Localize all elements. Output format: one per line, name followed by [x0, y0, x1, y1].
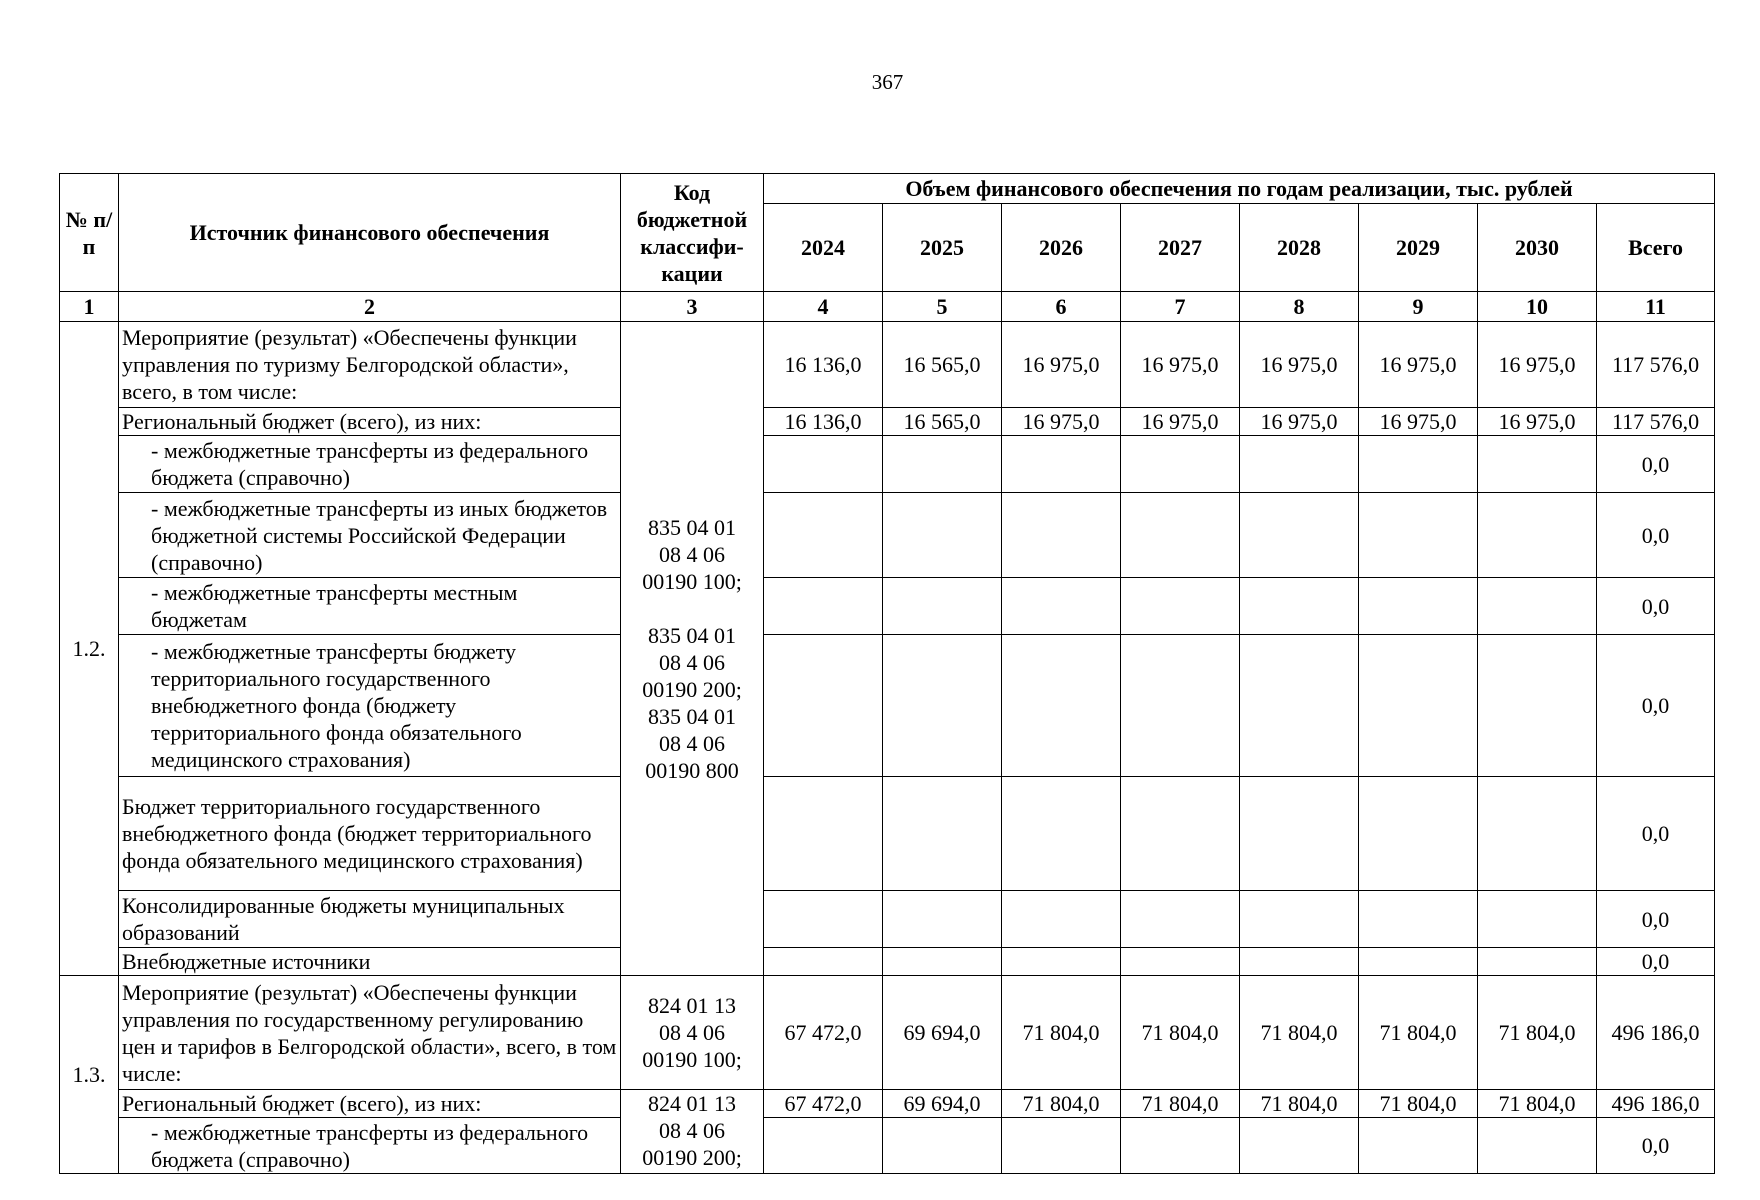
- total-cell: 0,0: [1597, 777, 1715, 891]
- column-number: 2: [119, 292, 621, 322]
- value-cell: 16 975,0: [1478, 408, 1597, 436]
- column-number: 6: [1002, 292, 1121, 322]
- header-year: 2028: [1240, 204, 1359, 292]
- value-cell: 16 975,0: [1359, 322, 1478, 408]
- column-number: 7: [1121, 292, 1240, 322]
- table-row: [60, 777, 1715, 891]
- value-cell: [1002, 635, 1121, 777]
- row-source: - межбюджетные трансферты из федерального бюджета (справочно): [119, 1118, 621, 1174]
- value-cell: 16 975,0: [1478, 322, 1597, 408]
- row-source: - межбюджетные трансферты из федерального бюджета (справочно): [119, 436, 621, 493]
- value-cell: [1240, 948, 1359, 976]
- value-cell: 71 804,0: [1121, 976, 1240, 1090]
- table-row: [60, 976, 1715, 1090]
- value-cell: [764, 1118, 883, 1174]
- total-cell: 0,0: [1597, 436, 1715, 493]
- table-row: [60, 578, 1715, 635]
- value-cell: [1478, 493, 1597, 578]
- total-cell: 0,0: [1597, 948, 1715, 976]
- value-cell: [1240, 777, 1359, 891]
- value-cell: [1240, 493, 1359, 578]
- value-cell: [1359, 578, 1478, 635]
- total-cell: 496 186,0: [1597, 976, 1715, 1090]
- table-row: [60, 1118, 1715, 1174]
- value-cell: [1002, 436, 1121, 493]
- value-cell: 16 975,0: [1240, 408, 1359, 436]
- value-cell: [764, 948, 883, 976]
- value-cell: [764, 635, 883, 777]
- value-cell: [1002, 891, 1121, 948]
- page-number: 367: [871, 70, 904, 94]
- table-row: [60, 322, 1715, 408]
- header-year: 2029: [1359, 204, 1478, 292]
- budget-code-line: 824 01 13: [648, 1091, 736, 1116]
- value-cell: 16 136,0: [764, 408, 883, 436]
- row-number: 1.3.: [60, 976, 119, 1174]
- value-cell: [1002, 578, 1121, 635]
- column-number: 4: [764, 292, 883, 322]
- value-cell: [883, 777, 1002, 891]
- header-row-1: [60, 174, 1715, 204]
- budget-code-line: 08 4 06: [659, 730, 725, 756]
- header-year: 2027: [1121, 204, 1240, 292]
- value-cell: [1121, 578, 1240, 635]
- header-code: Код бюджетной классифи-кации: [621, 174, 764, 292]
- value-cell: [1121, 948, 1240, 976]
- header-year: 2024: [764, 204, 883, 292]
- budget-code-line: 824 01 13: [648, 993, 736, 1018]
- value-cell: [764, 578, 883, 635]
- budget-code-line: 08 4 06: [659, 1020, 725, 1045]
- table-row: [60, 948, 1715, 976]
- value-cell: 69 694,0: [883, 976, 1002, 1090]
- value-cell: [1359, 493, 1478, 578]
- row-source: Внебюджетные источники: [119, 948, 621, 976]
- value-cell: 71 804,0: [1359, 1090, 1478, 1118]
- total-cell: 0,0: [1597, 493, 1715, 578]
- column-number: 9: [1359, 292, 1478, 322]
- row-source: - межбюджетные трансферты из иных бюджетов бюджетной системы Российской Федерации (справочно): [119, 493, 621, 578]
- value-cell: [883, 948, 1002, 976]
- value-cell: [1478, 578, 1597, 635]
- value-cell: 67 472,0: [764, 1090, 883, 1118]
- value-cell: 67 472,0: [764, 976, 883, 1090]
- financing-table: [59, 173, 1715, 1174]
- value-cell: 16 975,0: [1121, 322, 1240, 408]
- column-number: 1: [60, 292, 119, 322]
- table-row: [60, 891, 1715, 948]
- value-cell: [1002, 948, 1121, 976]
- budget-code-line: 00190 100;: [642, 1047, 742, 1072]
- value-cell: 16 975,0: [1002, 408, 1121, 436]
- table-row: [60, 635, 1715, 777]
- value-cell: [1359, 1118, 1478, 1174]
- value-cell: [1121, 493, 1240, 578]
- row-source: Мероприятие (результат) «Обеспечены функции управления по государственному регулированию цен и тарифов в Белгородской области», всего, в том числе:: [119, 976, 621, 1090]
- value-cell: 16 136,0: [764, 322, 883, 408]
- row-source: - межбюджетные трансферты местным бюджетам: [119, 578, 621, 635]
- budget-code-line: 835 04 01: [648, 703, 736, 729]
- row-source: Бюджет территориального государственного внебюджетного фонда (бюджет территориального фонда обязательного медицинского страхования): [119, 777, 621, 891]
- value-cell: 71 804,0: [1240, 976, 1359, 1090]
- value-cell: [883, 635, 1002, 777]
- value-cell: 71 804,0: [1002, 1090, 1121, 1118]
- total-cell: 117 576,0: [1597, 408, 1715, 436]
- value-cell: [883, 436, 1002, 493]
- budget-code-line: 00190 100;: [642, 568, 742, 594]
- value-cell: 71 804,0: [1121, 1090, 1240, 1118]
- column-number: 10: [1478, 292, 1597, 322]
- value-cell: [1359, 777, 1478, 891]
- value-cell: [1359, 948, 1478, 976]
- header-num: № п/п: [60, 174, 119, 292]
- value-cell: 16 975,0: [1359, 408, 1478, 436]
- value-cell: 16 975,0: [1240, 322, 1359, 408]
- header-total: Всего: [1597, 204, 1715, 292]
- value-cell: [1121, 436, 1240, 493]
- value-cell: 16 565,0: [883, 322, 1002, 408]
- budget-code-line: 835 04 01: [648, 514, 736, 540]
- table-row: [60, 493, 1715, 578]
- value-cell: 71 804,0: [1478, 1090, 1597, 1118]
- row-source: - межбюджетные трансферты бюджету территориального государственного внебюджетного фонда (бюджету территориального фонда обязательного медицинского страхования): [119, 635, 621, 777]
- header-year: 2030: [1478, 204, 1597, 292]
- value-cell: [764, 436, 883, 493]
- value-cell: 16 975,0: [1121, 408, 1240, 436]
- row-number: 1.2.: [60, 322, 119, 976]
- budget-code-line: 00190 800: [645, 757, 739, 783]
- budget-code-line: 08 4 06: [659, 541, 725, 567]
- row-source: Мероприятие (результат) «Обеспечены функции управления по туризму Белгородской области», всего, в том числе:: [119, 322, 621, 408]
- value-cell: [1002, 1118, 1121, 1174]
- value-cell: [1240, 891, 1359, 948]
- budget-code-cell: [621, 1090, 764, 1174]
- value-cell: [1478, 436, 1597, 493]
- value-cell: 16 975,0: [1002, 322, 1121, 408]
- budget-code-cell: [621, 976, 764, 1090]
- column-number: 8: [1240, 292, 1359, 322]
- row-source: Региональный бюджет (всего), из них:: [119, 1090, 621, 1118]
- budget-code-line: 08 4 06: [659, 1118, 725, 1143]
- value-cell: [1359, 635, 1478, 777]
- value-cell: [1478, 891, 1597, 948]
- value-cell: 71 804,0: [1359, 976, 1478, 1090]
- value-cell: [764, 493, 883, 578]
- value-cell: [1240, 635, 1359, 777]
- value-cell: [1240, 436, 1359, 493]
- value-cell: [1002, 493, 1121, 578]
- row-source: Консолидированные бюджеты муниципальных образований: [119, 891, 621, 948]
- total-cell: 0,0: [1597, 1118, 1715, 1174]
- header-volume: Объем финансового обеспечения по годам реализации, тыс. рублей: [764, 174, 1715, 204]
- value-cell: [1359, 436, 1478, 493]
- value-cell: [1121, 1118, 1240, 1174]
- budget-code-line: 00190 200;: [642, 1145, 742, 1170]
- header-source: Источник финансового обеспечения: [119, 174, 621, 292]
- budget-code-line: 835 04 01: [648, 622, 736, 648]
- column-number: 11: [1597, 292, 1715, 322]
- total-cell: 117 576,0: [1597, 322, 1715, 408]
- value-cell: [883, 1118, 1002, 1174]
- value-cell: 69 694,0: [883, 1090, 1002, 1118]
- column-number: 5: [883, 292, 1002, 322]
- budget-code-line: 00190 200;: [642, 676, 742, 702]
- value-cell: [1121, 777, 1240, 891]
- total-cell: 496 186,0: [1597, 1090, 1715, 1118]
- header-year: 2025: [883, 204, 1002, 292]
- value-cell: 71 804,0: [1240, 1090, 1359, 1118]
- value-cell: [1359, 891, 1478, 948]
- total-cell: 0,0: [1597, 891, 1715, 948]
- value-cell: [764, 891, 883, 948]
- budget-code-cell: [621, 322, 764, 976]
- total-cell: 0,0: [1597, 578, 1715, 635]
- value-cell: 16 565,0: [883, 408, 1002, 436]
- total-cell: 0,0: [1597, 635, 1715, 777]
- value-cell: [883, 578, 1002, 635]
- column-number: 3: [621, 292, 764, 322]
- value-cell: [1121, 635, 1240, 777]
- value-cell: [1478, 777, 1597, 891]
- value-cell: 71 804,0: [1002, 976, 1121, 1090]
- row-source: Региональный бюджет (всего), из них:: [119, 408, 621, 436]
- value-cell: [1240, 578, 1359, 635]
- value-cell: [883, 493, 1002, 578]
- value-cell: [764, 777, 883, 891]
- table-row: [60, 436, 1715, 493]
- table-row: [60, 1090, 1715, 1118]
- value-cell: [1478, 948, 1597, 976]
- budget-code-line: 08 4 06: [659, 649, 725, 675]
- value-cell: [1478, 635, 1597, 777]
- value-cell: [1121, 891, 1240, 948]
- value-cell: [1478, 1118, 1597, 1174]
- value-cell: [1002, 777, 1121, 891]
- value-cell: [883, 891, 1002, 948]
- header-year: 2026: [1002, 204, 1121, 292]
- value-cell: [1240, 1118, 1359, 1174]
- column-number-row: [60, 292, 1715, 322]
- table-row: [60, 408, 1715, 436]
- value-cell: 71 804,0: [1478, 976, 1597, 1090]
